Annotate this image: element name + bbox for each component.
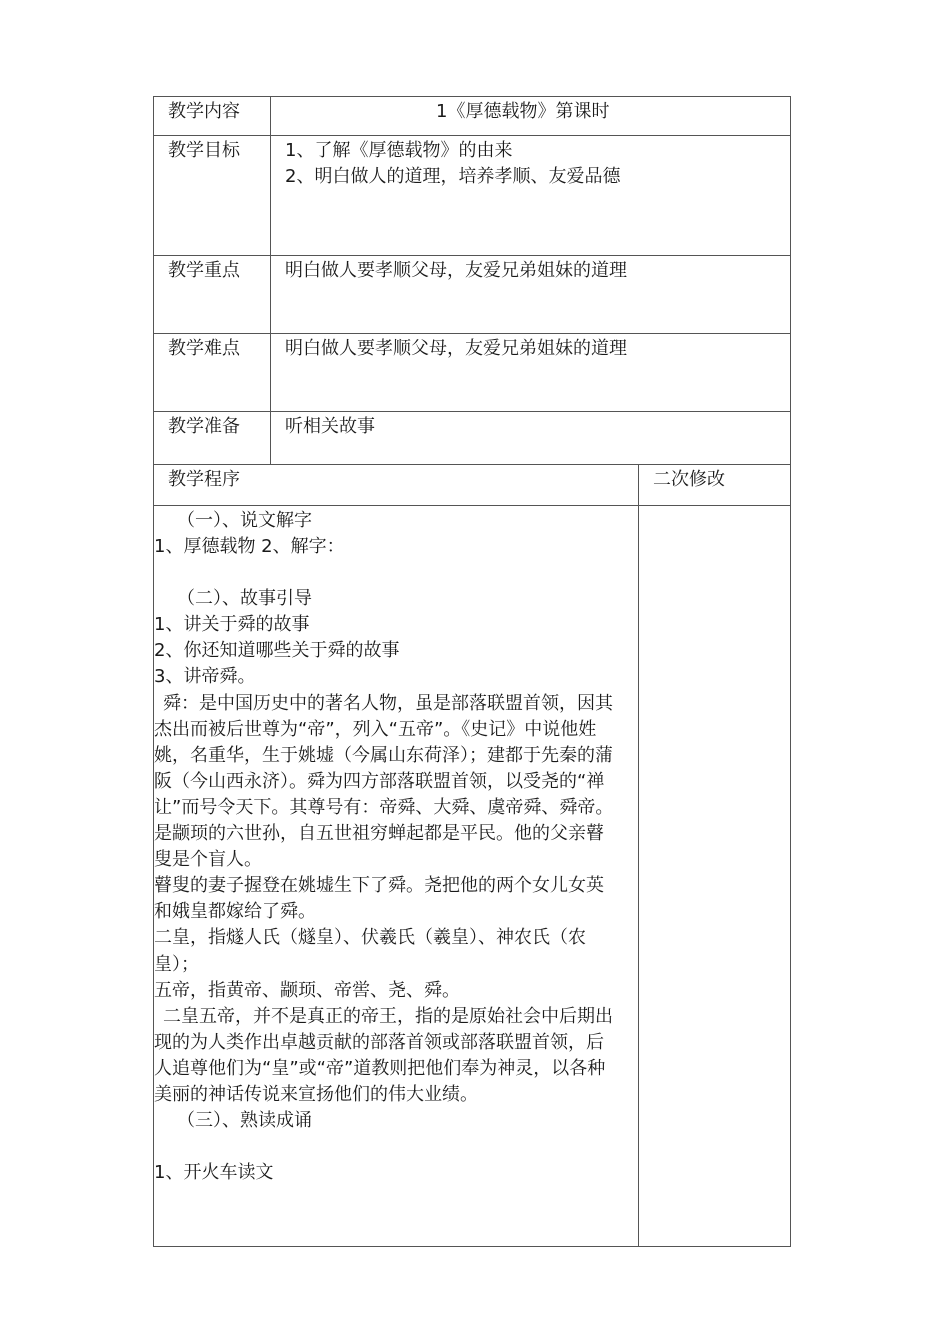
value-cell-difficulty — [270, 333, 791, 412]
label-cell-preparation — [153, 411, 271, 465]
procedure-line: 1、开火车读文 — [154, 1162, 274, 1184]
procedure-body — [154, 508, 634, 1186]
difficulty-text: 明白做人要孝顺父母，友爱兄弟姐妹的道理 — [285, 338, 627, 359]
value-cell-content — [270, 96, 791, 136]
revision-body-cell — [638, 505, 791, 1247]
row-label: 教学准备 — [168, 416, 240, 437]
lesson-plan-table — [153, 96, 791, 1247]
label-cell-content — [153, 96, 271, 136]
value-cell-objective — [270, 135, 791, 256]
label-cell-difficulty — [153, 333, 271, 412]
section-heading: （三）、熟读成诵 — [177, 1110, 312, 1132]
objective-line-1: 1、了解《厚德载物》的由来 — [285, 140, 513, 161]
row-label: 教学内容 — [168, 101, 240, 122]
label-cell-key-point — [153, 255, 271, 334]
objective-line-2: 2、明白做人的道理，培养孝顺、友爱品德 — [285, 166, 621, 187]
procedure-header-cell — [153, 464, 639, 506]
procedure-line: 五帝，指黄帝、颛顼、帝喾、尧、舜。 — [154, 979, 460, 1001]
procedure-line: 瞽叟的妻子握登在姚墟生下了舜。尧把他的两个女儿女英和娥皇都嫁给了舜。 — [154, 875, 604, 923]
procedure-line: 1、厚德载物 2、解字： — [154, 536, 345, 558]
section-heading: （二）、故事引导 — [177, 588, 312, 610]
procedure-line: 二皇，指燧人氏（燧皇）、伏羲氏（羲皇）、神农氏（农皇）； — [154, 927, 586, 975]
procedure-body-cell — [153, 505, 639, 1247]
procedure-header: 教学程序 — [168, 469, 240, 490]
row-label: 教学难点 — [168, 338, 240, 359]
row-label: 教学目标 — [168, 140, 240, 161]
preparation-text: 听相关故事 — [285, 416, 375, 437]
revision-header-cell — [638, 464, 791, 506]
emperors-paragraph: 二皇五帝，并不是真正的帝王，指的是原始社会中后期出现的为人类作出卓越贡献的部落首领或部落联盟首领，后人追尊他们为“皇”或“帝”道教则把他们奉为神灵，以各种美丽的神话传说来宣扬他们的伟大业绩。 — [154, 1005, 613, 1105]
label-cell-objective — [153, 135, 271, 256]
value-cell-preparation — [270, 411, 791, 465]
procedure-line: 1、讲关于舜的故事 — [154, 614, 310, 636]
lesson-title: 1《厚德载物》第课时 — [436, 101, 610, 122]
section-heading: （一）、说文解字 — [177, 510, 312, 531]
blank-line — [168, 560, 634, 586]
row-label: 教学重点 — [168, 260, 240, 281]
shun-paragraph: 舜：是中国历史中的著名人物，虽是部落联盟首领，因其杰出而被后世尊为“帝”，列入“五帝”。《史记》中说他姓姚，名重华，生于姚墟（今属山东荷泽）；建都于先秦的蒲阪（今山西永济）。舜为四方部落联盟首领，以受尧的“禅让”而号令天下。其尊号有：帝舜、大舜、虞帝舜、舜帝。是颛顼的六世孙，自五世祖穷蝉起都是平民。他的父亲瞽叟是个盲人。 — [154, 692, 614, 871]
key-point-text: 明白做人要孝顺父母，友爱兄弟姐妹的道理 — [285, 260, 627, 281]
revision-header: 二次修改 — [653, 469, 725, 490]
value-cell-key-point — [270, 255, 791, 334]
procedure-line: 3、讲帝舜。 — [154, 666, 256, 688]
blank-line — [168, 1134, 634, 1160]
procedure-line: 2、你还知道哪些关于舜的故事 — [154, 640, 400, 662]
